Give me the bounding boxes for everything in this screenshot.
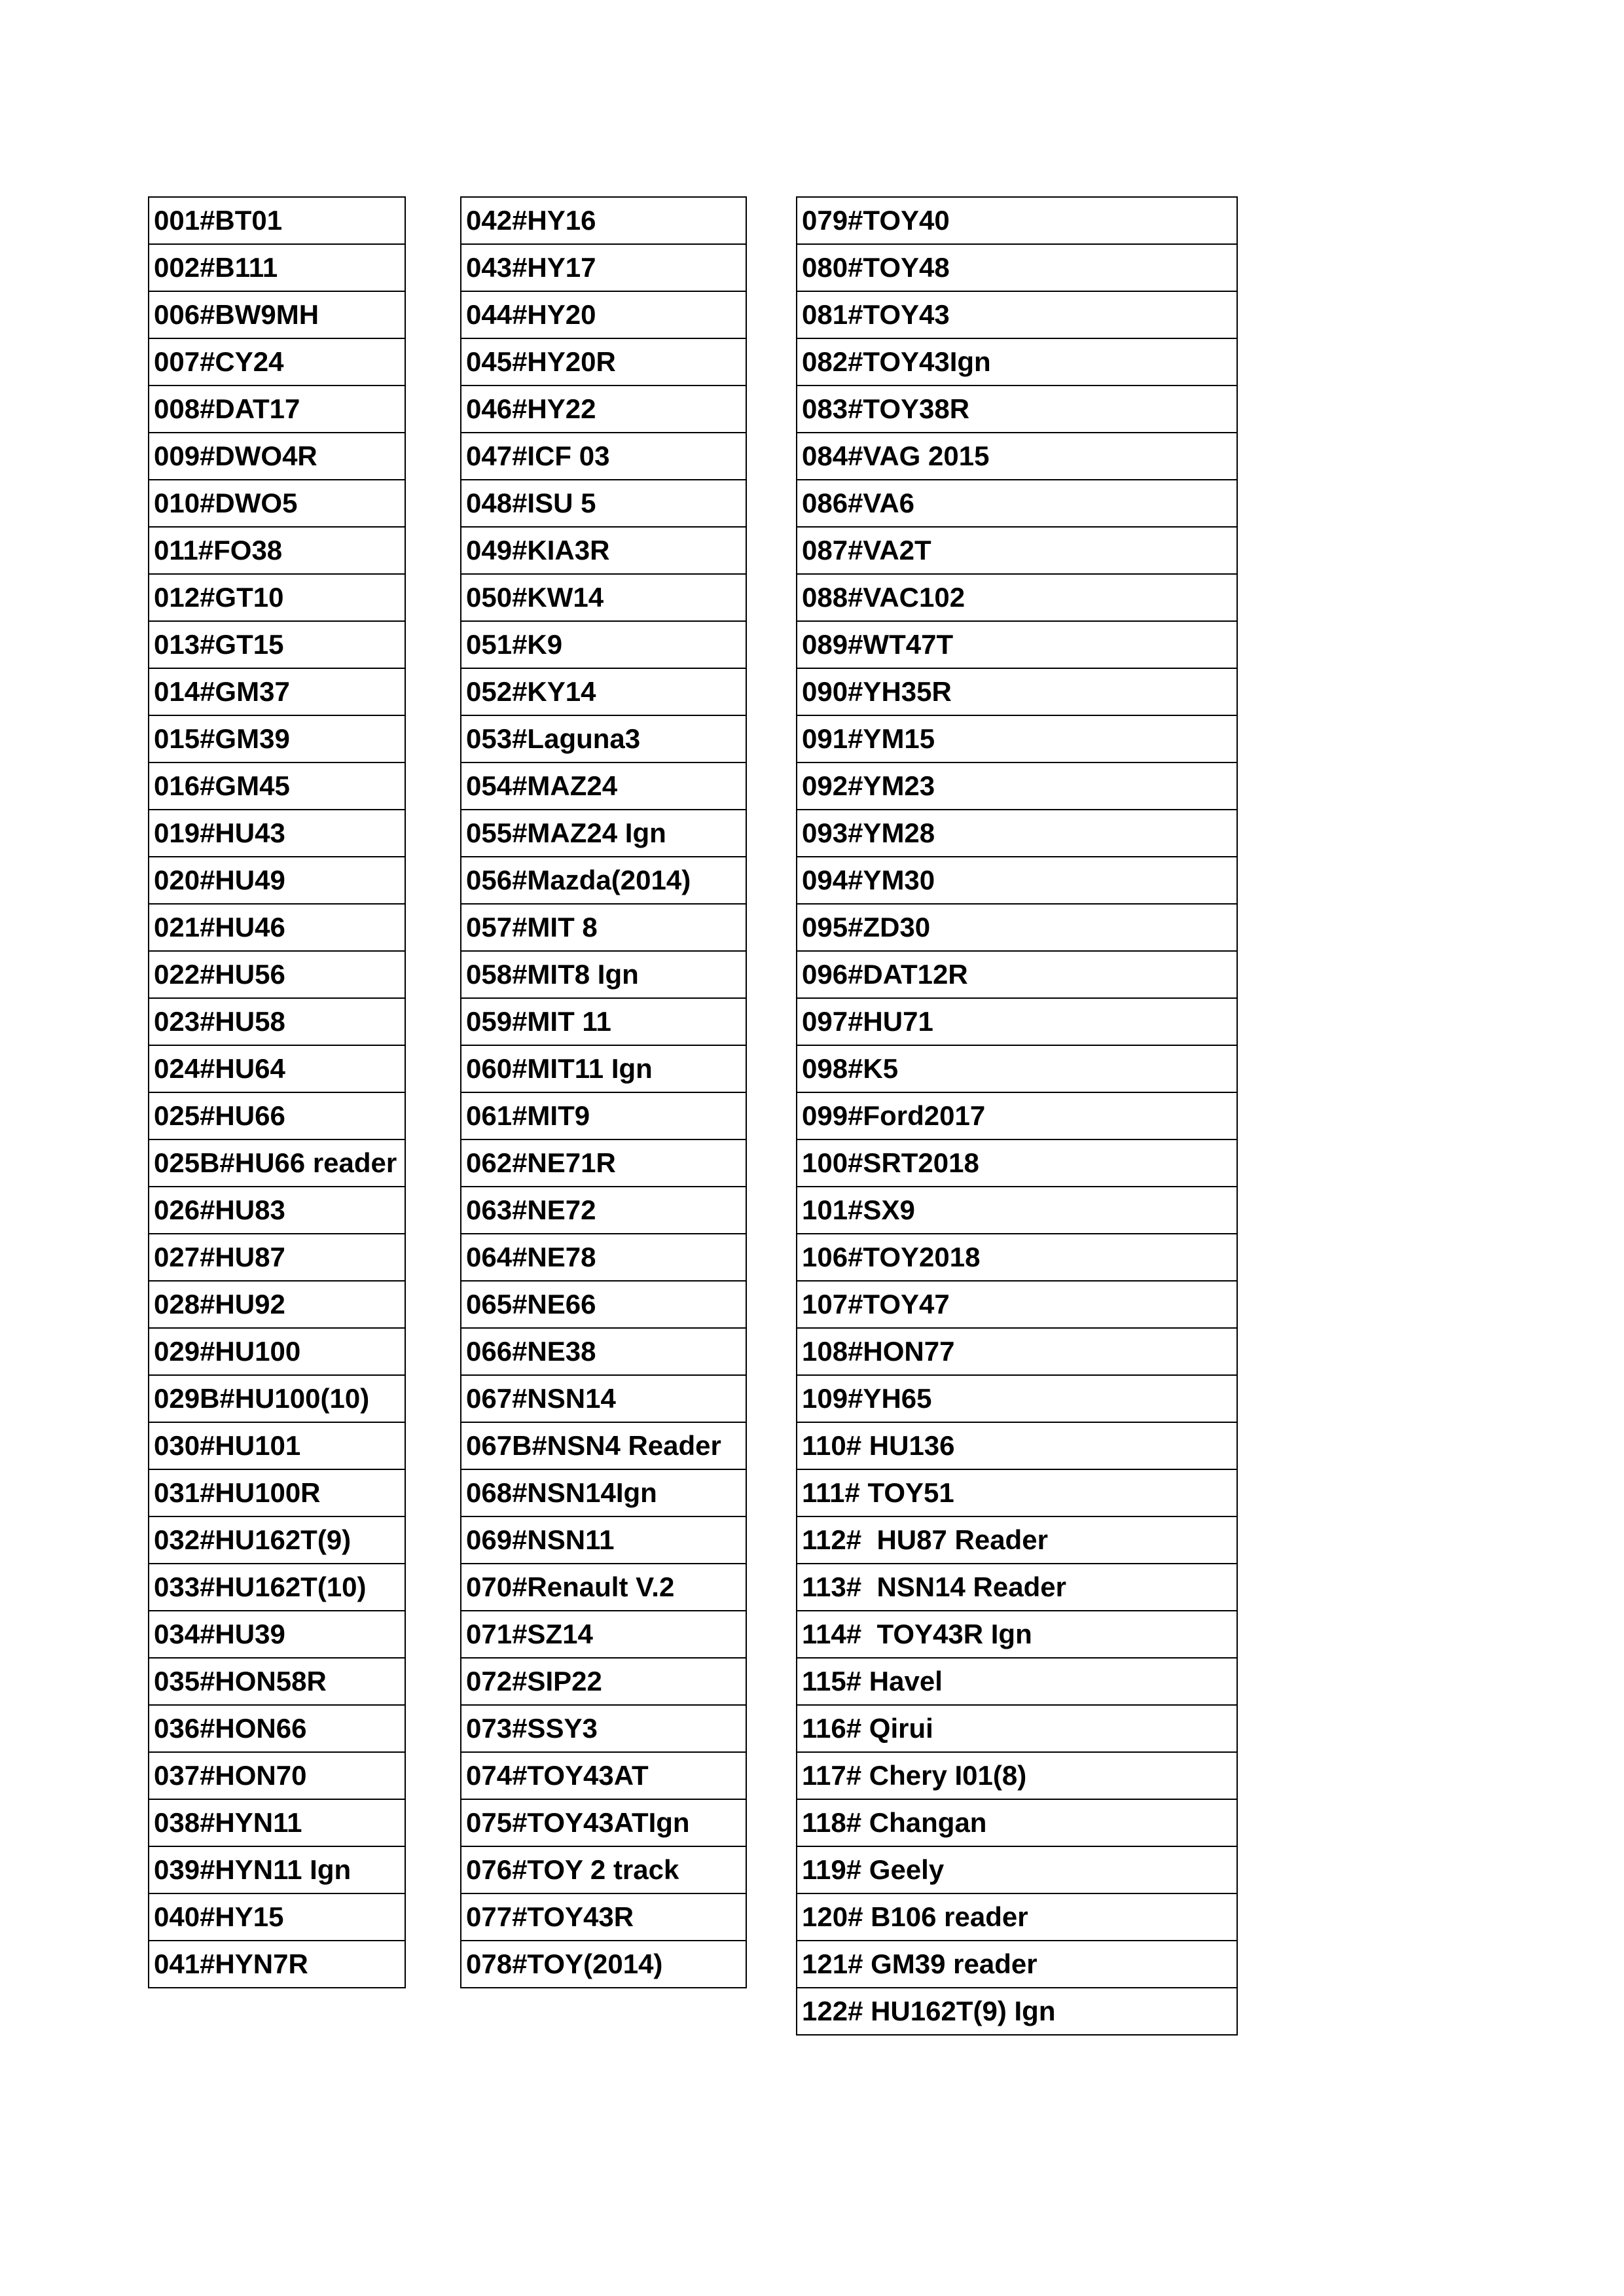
table-row <box>149 1187 405 1234</box>
key-code-column-3 <box>796 196 1238 2036</box>
key-code-cell: 078#TOY(2014) <box>461 1941 746 1988</box>
table-row <box>461 1328 746 1375</box>
key-code-cell: 054#MAZ24 <box>461 762 746 810</box>
key-code-cell: 042#HY16 <box>461 197 746 244</box>
table-row <box>797 1516 1237 1564</box>
key-code-cell: 069#NSN11 <box>461 1516 746 1564</box>
table-row <box>797 1469 1237 1516</box>
table-row <box>461 527 746 574</box>
table-row <box>797 197 1237 244</box>
key-code-cell: 011#FO38 <box>149 527 405 574</box>
key-code-cell: 012#GT10 <box>149 574 405 621</box>
table-row <box>461 1045 746 1092</box>
table-row <box>797 244 1237 291</box>
table-row <box>149 244 405 291</box>
table-row <box>149 1846 405 1893</box>
key-code-cell: 082#TOY43Ign <box>797 338 1237 386</box>
table-row <box>461 338 746 386</box>
key-code-cell: 074#TOY43AT <box>461 1752 746 1799</box>
table-row <box>797 621 1237 668</box>
table-row <box>461 621 746 668</box>
table-row <box>797 998 1237 1045</box>
table-row <box>461 1187 746 1234</box>
key-code-cell: 060#MIT11 Ign <box>461 1045 746 1092</box>
key-code-cell: 087#VA2T <box>797 527 1237 574</box>
key-code-cell: 099#Ford2017 <box>797 1092 1237 1139</box>
table-row <box>797 1799 1237 1846</box>
key-code-cell: 095#ZD30 <box>797 904 1237 951</box>
table-row <box>461 1375 746 1422</box>
table-row <box>797 291 1237 338</box>
key-code-cell: 040#HY15 <box>149 1893 405 1941</box>
table-row <box>149 810 405 857</box>
key-code-cell: 036#HON66 <box>149 1705 405 1752</box>
table-row <box>149 1469 405 1516</box>
key-code-cell: 121# GM39 reader <box>797 1941 1237 1988</box>
table-row <box>797 1658 1237 1705</box>
table-row <box>149 574 405 621</box>
table-row <box>149 621 405 668</box>
table-row <box>461 1139 746 1187</box>
key-code-cell: 064#NE78 <box>461 1234 746 1281</box>
key-code-cell: 033#HU162T(10) <box>149 1564 405 1611</box>
key-code-cell: 039#HYN11 Ign <box>149 1846 405 1893</box>
table-row <box>149 715 405 762</box>
table-row <box>149 951 405 998</box>
table-row <box>149 857 405 904</box>
key-code-cell: 037#HON70 <box>149 1752 405 1799</box>
key-code-cell: 047#ICF 03 <box>461 433 746 480</box>
key-code-cell: 002#B111 <box>149 244 405 291</box>
table-row <box>461 1234 746 1281</box>
key-code-cell: 110# HU136 <box>797 1422 1237 1469</box>
table-row <box>797 1328 1237 1375</box>
table-row <box>149 480 405 527</box>
key-code-cell: 007#CY24 <box>149 338 405 386</box>
table-row <box>797 1846 1237 1893</box>
key-code-cell: 034#HU39 <box>149 1611 405 1658</box>
key-code-cell: 032#HU162T(9) <box>149 1516 405 1564</box>
key-code-cell: 019#HU43 <box>149 810 405 857</box>
key-code-cell: 044#HY20 <box>461 291 746 338</box>
key-code-cell: 122# HU162T(9) Ign <box>797 1988 1237 2035</box>
key-code-cell: 108#HON77 <box>797 1328 1237 1375</box>
key-code-cell: 081#TOY43 <box>797 291 1237 338</box>
key-code-cell: 059#MIT 11 <box>461 998 746 1045</box>
key-code-cell: 025B#HU66 reader <box>149 1139 405 1187</box>
table-row <box>149 1516 405 1564</box>
key-code-cell: 088#VAC102 <box>797 574 1237 621</box>
table-row <box>797 1045 1237 1092</box>
table-row <box>461 857 746 904</box>
table-row <box>797 1752 1237 1799</box>
key-code-cell: 051#K9 <box>461 621 746 668</box>
table-row <box>149 527 405 574</box>
table-row <box>149 1375 405 1422</box>
key-code-cell: 116# Qirui <box>797 1705 1237 1752</box>
key-code-cell: 106#TOY2018 <box>797 1234 1237 1281</box>
table-row <box>461 574 746 621</box>
table-row <box>149 1658 405 1705</box>
key-code-cell: 076#TOY 2 track <box>461 1846 746 1893</box>
key-code-cell: 101#SX9 <box>797 1187 1237 1234</box>
key-code-cell: 120# B106 reader <box>797 1893 1237 1941</box>
table-row <box>149 1045 405 1092</box>
key-code-cell: 016#GM45 <box>149 762 405 810</box>
key-code-cell: 009#DWO4R <box>149 433 405 480</box>
key-code-cell: 086#VA6 <box>797 480 1237 527</box>
table-row <box>461 1281 746 1328</box>
table-row <box>149 904 405 951</box>
table-row <box>797 904 1237 951</box>
key-code-cell: 109#YH65 <box>797 1375 1237 1422</box>
key-code-cell: 025#HU66 <box>149 1092 405 1139</box>
table-row <box>461 1799 746 1846</box>
key-code-cell: 073#SSY3 <box>461 1705 746 1752</box>
key-code-cell: 117# Chery I01(8) <box>797 1752 1237 1799</box>
table-row <box>797 338 1237 386</box>
table-row <box>149 1328 405 1375</box>
key-code-cell: 030#HU101 <box>149 1422 405 1469</box>
key-code-cell: 083#TOY38R <box>797 386 1237 433</box>
key-code-cell: 041#HYN7R <box>149 1941 405 1988</box>
key-code-cell: 046#HY22 <box>461 386 746 433</box>
key-code-cell: 043#HY17 <box>461 244 746 291</box>
key-code-cell: 119# Geely <box>797 1846 1237 1893</box>
key-code-cell: 013#GT15 <box>149 621 405 668</box>
key-code-cell: 058#MIT8 Ign <box>461 951 746 998</box>
key-code-cell: 035#HON58R <box>149 1658 405 1705</box>
table-row <box>797 951 1237 998</box>
table-row <box>461 1092 746 1139</box>
table-row <box>797 1611 1237 1658</box>
table-row <box>461 810 746 857</box>
key-code-cell: 067B#NSN4 Reader <box>461 1422 746 1469</box>
table-row <box>797 857 1237 904</box>
key-code-cell: 015#GM39 <box>149 715 405 762</box>
table-row <box>461 904 746 951</box>
key-code-cell: 114# TOY43R Ign <box>797 1611 1237 1658</box>
table-row <box>461 668 746 715</box>
table-row <box>149 1893 405 1941</box>
table-row <box>797 574 1237 621</box>
table-row <box>149 291 405 338</box>
table-row <box>149 668 405 715</box>
key-code-cell: 112# HU87 Reader <box>797 1516 1237 1564</box>
table-row <box>461 244 746 291</box>
table-row <box>461 1516 746 1564</box>
key-code-cell: 024#HU64 <box>149 1045 405 1092</box>
key-code-cell: 038#HYN11 <box>149 1799 405 1846</box>
table-row <box>149 197 405 244</box>
table-row <box>797 527 1237 574</box>
key-code-cell: 079#TOY40 <box>797 197 1237 244</box>
table-row <box>461 291 746 338</box>
table-row <box>461 951 746 998</box>
table-row <box>461 1564 746 1611</box>
key-code-cell: 062#NE71R <box>461 1139 746 1187</box>
table-row <box>149 1941 405 1988</box>
key-code-cell: 096#DAT12R <box>797 951 1237 998</box>
table-row <box>797 1281 1237 1328</box>
table-row <box>149 998 405 1045</box>
table-row <box>797 433 1237 480</box>
table-row <box>149 386 405 433</box>
key-code-cell: 001#BT01 <box>149 197 405 244</box>
table-row <box>797 1941 1237 1988</box>
key-code-cell: 029B#HU100(10) <box>149 1375 405 1422</box>
key-code-cell: 026#HU83 <box>149 1187 405 1234</box>
key-code-cell: 066#NE38 <box>461 1328 746 1375</box>
table-row <box>461 1846 746 1893</box>
table-row <box>149 1564 405 1611</box>
key-code-cell: 080#TOY48 <box>797 244 1237 291</box>
table-row <box>461 1658 746 1705</box>
key-code-cell: 068#NSN14Ign <box>461 1469 746 1516</box>
table-row <box>797 1988 1237 2035</box>
key-code-cell: 090#YH35R <box>797 668 1237 715</box>
table-row <box>461 480 746 527</box>
key-code-cell: 089#WT47T <box>797 621 1237 668</box>
table-row <box>461 998 746 1045</box>
table-row <box>461 197 746 244</box>
key-code-cell: 070#Renault V.2 <box>461 1564 746 1611</box>
key-code-column-2 <box>460 196 747 1988</box>
table-row <box>797 1893 1237 1941</box>
key-code-cell: 072#SIP22 <box>461 1658 746 1705</box>
key-code-cell: 049#KIA3R <box>461 527 746 574</box>
key-code-cell: 008#DAT17 <box>149 386 405 433</box>
key-code-cell: 077#TOY43R <box>461 1893 746 1941</box>
table-row <box>461 433 746 480</box>
table-row <box>797 1375 1237 1422</box>
key-code-cell: 107#TOY47 <box>797 1281 1237 1328</box>
table-row <box>149 1281 405 1328</box>
table-row <box>461 1611 746 1658</box>
key-code-cell: 006#BW9MH <box>149 291 405 338</box>
table-row <box>797 715 1237 762</box>
table-row <box>797 762 1237 810</box>
key-code-cell: 021#HU46 <box>149 904 405 951</box>
key-code-cell: 084#VAG 2015 <box>797 433 1237 480</box>
table-row <box>149 433 405 480</box>
table-row <box>461 1705 746 1752</box>
table-row <box>797 1234 1237 1281</box>
table-row <box>149 1611 405 1658</box>
key-code-cell: 028#HU92 <box>149 1281 405 1328</box>
key-code-cell: 056#Mazda(2014) <box>461 857 746 904</box>
key-code-cell: 097#HU71 <box>797 998 1237 1045</box>
key-code-cell: 020#HU49 <box>149 857 405 904</box>
key-code-cell: 052#KY14 <box>461 668 746 715</box>
key-code-cell: 048#ISU 5 <box>461 480 746 527</box>
table-row <box>461 1893 746 1941</box>
key-code-cell: 022#HU56 <box>149 951 405 998</box>
key-code-cell: 118# Changan <box>797 1799 1237 1846</box>
key-code-cell: 053#Laguna3 <box>461 715 746 762</box>
table-row <box>461 1469 746 1516</box>
table-row <box>797 1705 1237 1752</box>
table-row <box>797 1139 1237 1187</box>
table-row <box>149 1752 405 1799</box>
table-row <box>461 1422 746 1469</box>
key-code-cell: 010#DWO5 <box>149 480 405 527</box>
key-code-cell: 055#MAZ24 Ign <box>461 810 746 857</box>
key-code-cell: 045#HY20R <box>461 338 746 386</box>
table-row <box>149 1799 405 1846</box>
key-code-cell: 111# TOY51 <box>797 1469 1237 1516</box>
key-code-cell: 063#NE72 <box>461 1187 746 1234</box>
key-code-cell: 100#SRT2018 <box>797 1139 1237 1187</box>
table-row <box>461 1752 746 1799</box>
key-code-cell: 031#HU100R <box>149 1469 405 1516</box>
key-code-cell: 061#MIT9 <box>461 1092 746 1139</box>
table-row <box>797 480 1237 527</box>
key-code-column-1 <box>148 196 406 1988</box>
table-row <box>461 762 746 810</box>
table-row <box>149 762 405 810</box>
table-row <box>797 668 1237 715</box>
table-row <box>797 386 1237 433</box>
table-row <box>797 1564 1237 1611</box>
key-code-cell: 092#YM23 <box>797 762 1237 810</box>
table-row <box>149 1234 405 1281</box>
table-row <box>149 1422 405 1469</box>
key-code-cell: 027#HU87 <box>149 1234 405 1281</box>
key-code-cell: 113# NSN14 Reader <box>797 1564 1237 1611</box>
key-code-cell: 050#KW14 <box>461 574 746 621</box>
table-row <box>149 1092 405 1139</box>
key-code-cell: 071#SZ14 <box>461 1611 746 1658</box>
key-code-cell: 029#HU100 <box>149 1328 405 1375</box>
key-code-cell: 115# Havel <box>797 1658 1237 1705</box>
table-row <box>461 386 746 433</box>
key-code-cell: 023#HU58 <box>149 998 405 1045</box>
key-code-cell: 057#MIT 8 <box>461 904 746 951</box>
table-row <box>797 810 1237 857</box>
key-code-cell: 014#GM37 <box>149 668 405 715</box>
table-row <box>461 715 746 762</box>
key-code-cell: 067#NSN14 <box>461 1375 746 1422</box>
key-code-cell: 075#TOY43ATIgn <box>461 1799 746 1846</box>
key-code-cell: 091#YM15 <box>797 715 1237 762</box>
table-row <box>149 1139 405 1187</box>
table-row <box>149 338 405 386</box>
key-code-cell: 098#K5 <box>797 1045 1237 1092</box>
table-row <box>797 1092 1237 1139</box>
table-row <box>797 1422 1237 1469</box>
table-row <box>461 1941 746 1988</box>
table-row <box>797 1187 1237 1234</box>
key-code-cell: 065#NE66 <box>461 1281 746 1328</box>
key-code-cell: 093#YM28 <box>797 810 1237 857</box>
table-row <box>149 1705 405 1752</box>
key-code-cell: 094#YM30 <box>797 857 1237 904</box>
